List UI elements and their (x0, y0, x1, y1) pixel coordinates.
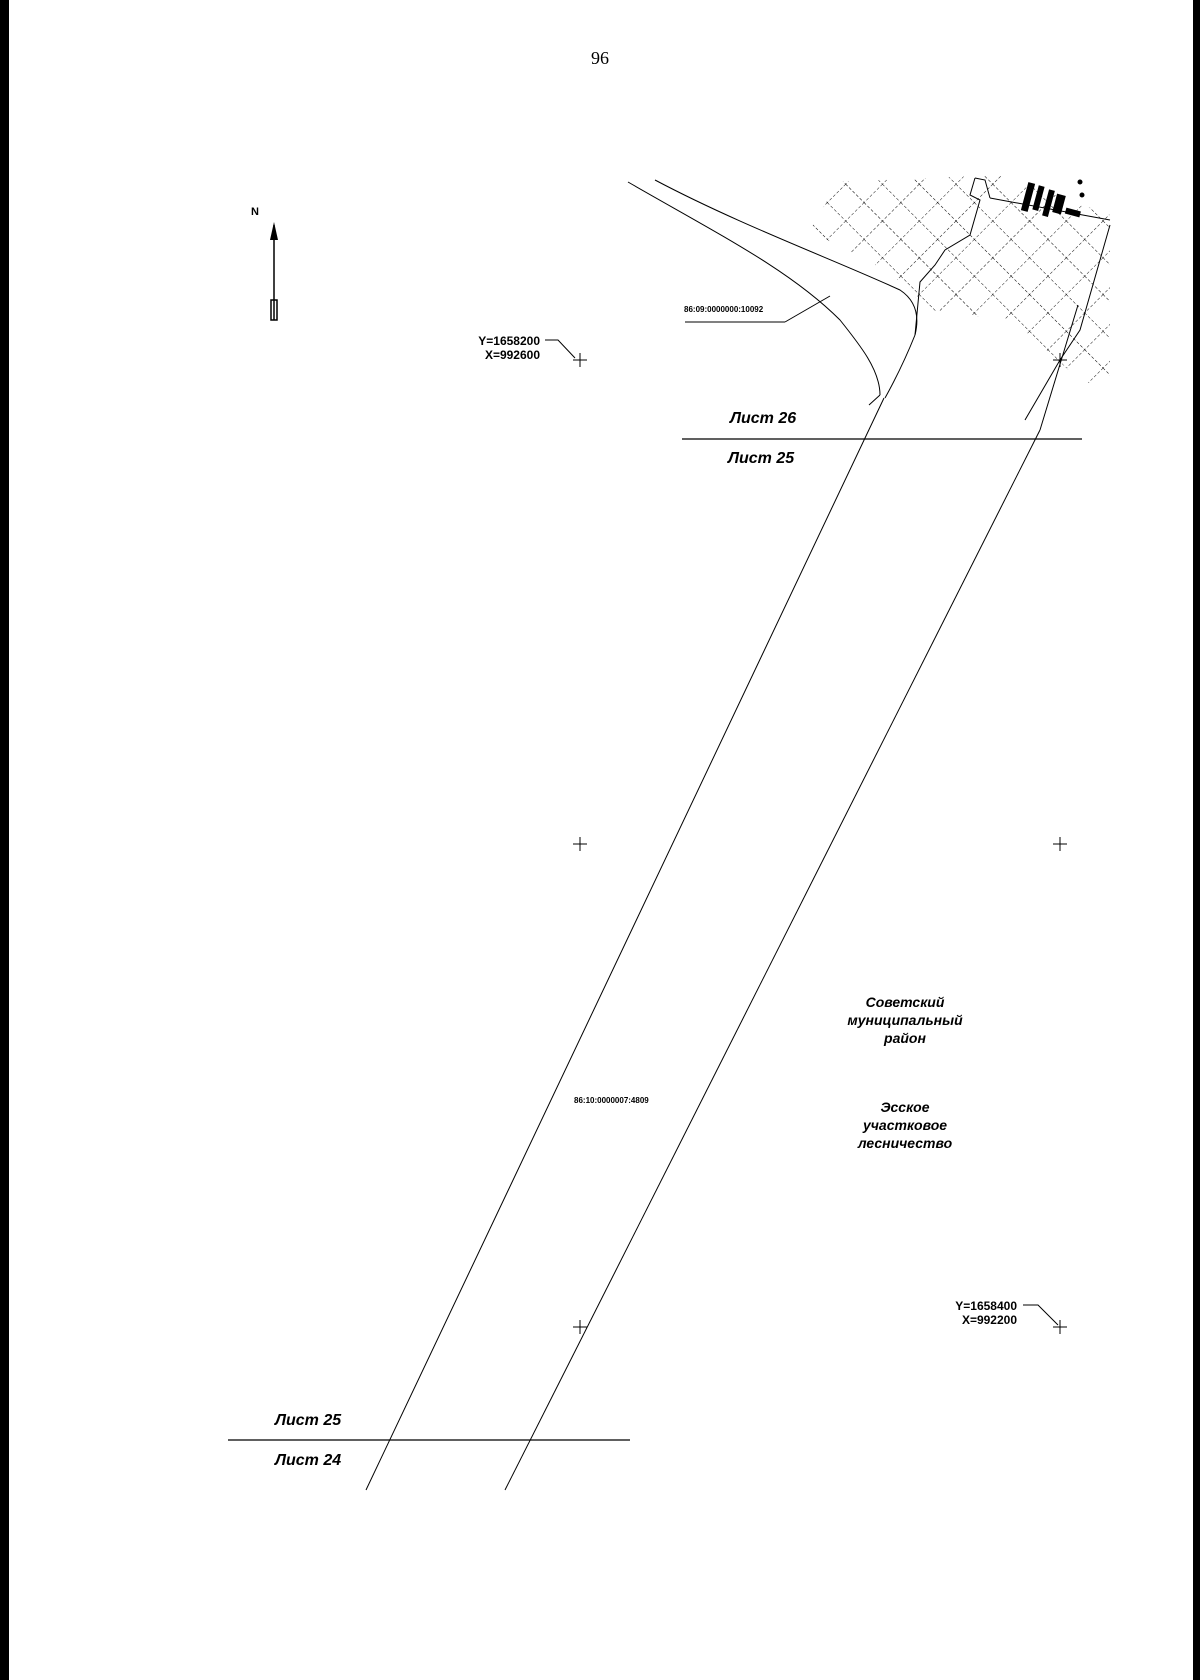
coord-y: Y=1658400 (955, 1299, 1017, 1313)
district-line: муниципальный (847, 1012, 963, 1028)
coord-y: Y=1658200 (478, 334, 540, 348)
forestry-line: участковое (862, 1117, 948, 1133)
hatched-area (810, 175, 1110, 390)
sheet-label-26: Лист 26 (730, 410, 797, 427)
coord-x: X=992200 (961, 1313, 1017, 1327)
sheet-label-24: Лист 24 (275, 1452, 342, 1469)
coord-x: X=992600 (484, 348, 540, 362)
north-arrow-icon (270, 222, 278, 320)
coordinate-label-bottom (917, 1299, 1017, 1327)
coordinate-label-top (440, 334, 540, 362)
page-number: 96 (591, 48, 609, 68)
parcel-id-upper: 86:09:0000000:10092 (684, 305, 764, 314)
north-letter: N (251, 206, 259, 218)
forestry-line: лесничество (857, 1135, 953, 1151)
forestry-label (825, 1098, 985, 1152)
district-label (825, 993, 985, 1047)
coord-leader (545, 340, 1058, 1325)
grid-cross (573, 353, 1067, 1334)
forestry-line: Эсское (880, 1099, 930, 1115)
district-line: Советский (865, 994, 945, 1010)
sheet-label-25-bottom: Лист 25 (275, 1412, 342, 1429)
district-line: район (884, 1030, 926, 1046)
sheet-label-25-top: Лист 25 (728, 450, 795, 467)
parcel-id-main: 86:10:0000007:4809 (574, 1096, 649, 1105)
